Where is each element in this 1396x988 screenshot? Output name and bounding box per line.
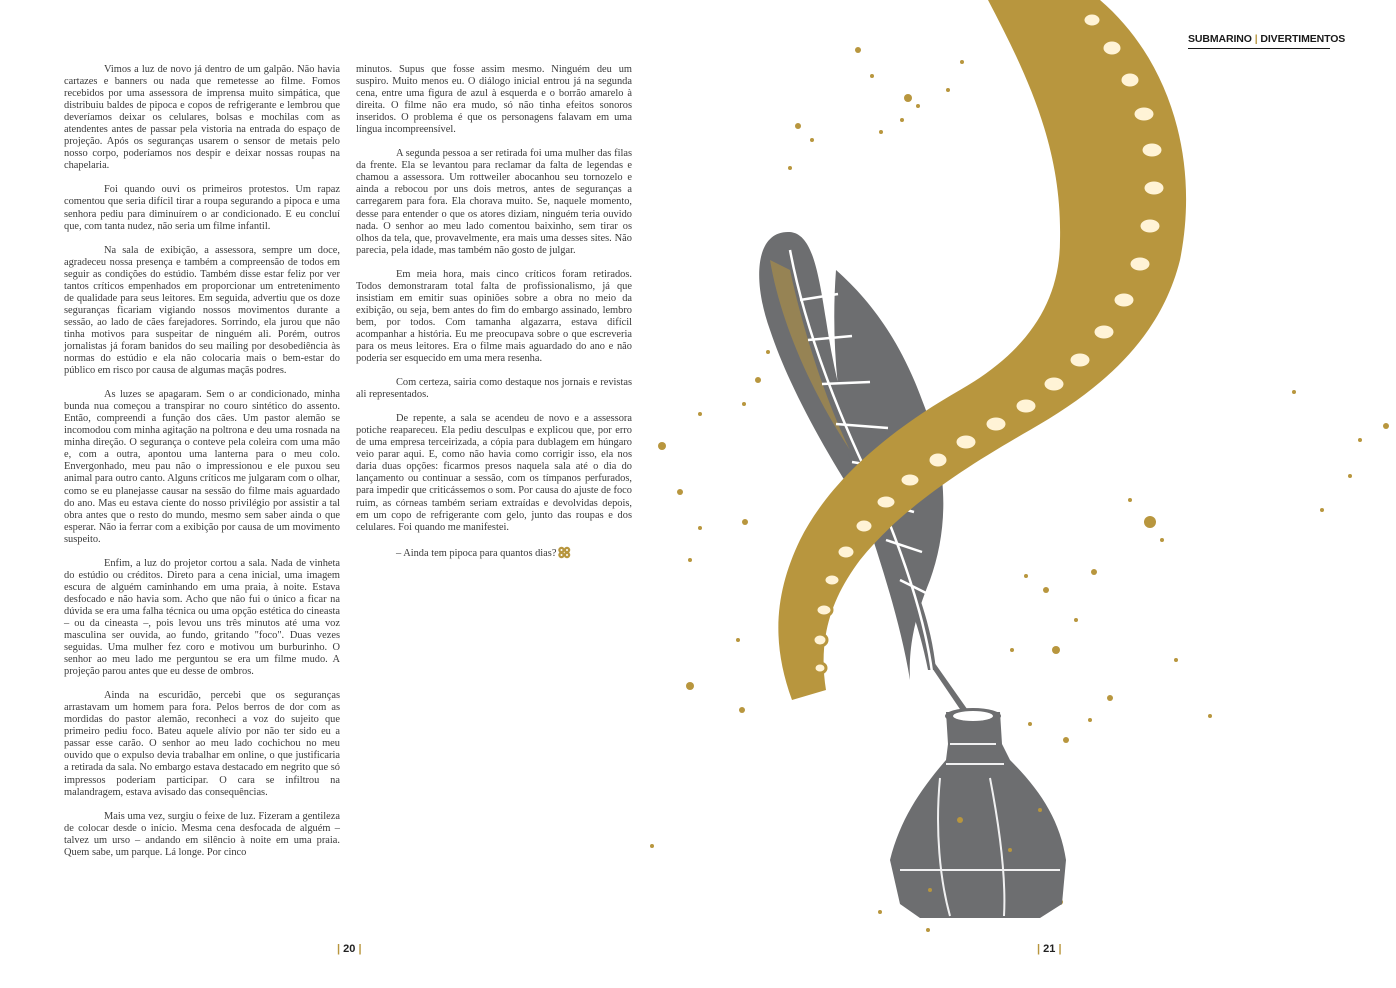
page-number-value: 20 — [343, 943, 356, 955]
paragraph: Com certeza, sairia como destaque nos jornais e revistas ali representados. — [356, 377, 632, 401]
section-separator: | — [1254, 33, 1258, 45]
paragraph: Em meia hora, mais cinco críticos foram retirados. Todos demonstraram total falta de profissionalismo, já que insistiam em emitir suas opiniões sobre a obra no meio da exibição, ou seja, bem antes do fim do embargo assinado, lembro bem, por todos. Com tamanha algazarra, estava difícil acompanhar a história. Eu me preocupava sobre o que escreveria para os meus leitores. Era o filme mais aguardado do ano e não poderia ser esquecido em uma mera resenha. — [356, 268, 632, 365]
article-column-right — [356, 64, 632, 572]
paragraph: Enfim, a luz do projetor cortou a sala. Nada de vinheta do estúdio ou créditos. Direto para a cena inicial, uma imagem escura de alguém caminhando em uma praia, à noite. Estava desfocado e não havia som. Acho que não fui o único a ficar na dúvida se era uma falha técnica ou uma opção estética do cineasta – ou da cineasta –, pois levou uns três minutos até uma voz masculina ser ouvida, ao fundo, gritando "foco". Duas vezes seguidas. Uma mulher fez coro e motivou um burburinho. O senhor ao meu lado me perguntou se era um filme mudo. A projeção parou antes que eu desse de ombros. — [64, 557, 340, 678]
illustration-panel — [640, 0, 1396, 988]
closing-line — [356, 546, 632, 560]
inkwell-illustration-icon — [890, 708, 1066, 918]
paragraph: Mais uma vez, surgiu o feixe de luz. Fizeram a gentileza de colocar desde o início. Mesma cena desfocada de alguém – talvez um urso – andando em silêncio à noite em uma praia. Quem sabe, um parque. Lá longe. Por cinco — [64, 810, 340, 858]
article-column-left — [64, 64, 340, 871]
clover-end-mark-icon — [557, 546, 572, 559]
paragraph: Ainda na escuridão, percebi que os seguranças arrastavam um homem para fora. Pelos berros de dor com as mordidas do pastor alemão, reconheci a voz do sujeito que primeiro pediu foco. Bateu aquele alívio por não ter sido eu a passar esse carão. O senhor ao meu lado cochichou no meu ouvido que o expulso devia trabalhar em online, o que justificaria a retirada da sala. No embargo estava destacado em negrito que só impressos poderiam participar. O cara se infiltrou na malandragem, estava avisado das consequências. — [64, 690, 340, 798]
subsection-name: DIVERTIMENTOS — [1260, 33, 1346, 45]
section-name: SUBMARINO — [1188, 33, 1252, 45]
paragraph: Vimos a luz de novo já dentro de um galpão. Não havia cartazes e banners ou nada que remetesse ao filme. Fomos recebidos por uma assessora de imprensa muito simpática, que distribuiu baldes de pipoca e copos de refrigerante e lembrou que deveríamos deixar os celulares, bolsas e mochilas com as atendentes antes de passar pela vistoria na entrada do espaço de projeção. Após os seguranças usarem o sensor de metais pelo nosso corpo, poderíamos nos despir e deixar nossas roupas na chapelaria. — [64, 64, 340, 172]
paragraph: Foi quando ouvi os primeiros protestos. Um rapaz comentou que seria difícil tirar a roupa segurando a pipoca e uma senhora pediu para diminuírem o ar condicionado. E eu concluí que, com tanta nudez, não seria um filme infantil. — [64, 184, 340, 232]
paragraph: As luzes se apagaram. Sem o ar condicionado, minha bunda nua começou a transpirar no couro sintético do assento. Então, compreendi a função dos cães. Um pastor alemão se incomodou com minha agitação na poltrona e deu uma rosnada na minha direção. O segurança o conteve pela coleira com uma mão e, com a outra, apontou uma lanterna para o meu colo. Envergonhado, meu pau não o impressionou e ele puxou seu animal para outro canto. Alguns críticos me julgaram com o olhar, como se eu planejasse causar na sessão do filme mais aguardado do ano. Mas eu estava ciente do nosso privilégio por assistir a tal obra antes que o resto do mundo, mesmo sem saber ainda o que esperar. Não ia ferrar com a exibição por causa de um movimento suspeito. — [64, 389, 340, 545]
page-number-left: | 20 | — [337, 943, 362, 955]
closing-text: – Ainda tem pipoca para quantos dias? — [396, 547, 557, 559]
page-number-value: 21 — [1043, 943, 1056, 955]
paragraph-continuation: minutos. Supus que fosse assim mesmo. Ninguém deu um suspiro. Muito menos eu. O diálogo inicial entrou já na segunda cena, entre uma figura de azul à esquerda e o borrão amarelo à direita. O filme não era mudo, só não tinha efeitos sonoros inseridos. O problema é que os personagens falavam em uma língua incompreensível. — [356, 64, 632, 136]
paragraph: De repente, a sala se acendeu de novo e a assessora potiche reapareceu. Ela pediu desculpas e explicou que, por erro de uma empresa terceirizada, a cópia para dublagem em húngaro veio parar aqui. E, como não havia como corrigir isso, ela nos daria duas opções: ficarmos presos naquela sala até o dia do lançamento ou continuar a sessão, com os tímpanos perfurados, para impedir que criticássemos o som. Por causa do ajuste de foco ruim, as córneas também seriam extraídas e devolvidas depois, em um copo de refrigerante com gelo, junto das roupas e dos celulares. Foi quando me manifestei. — [356, 413, 632, 533]
paragraph: A segunda pessoa a ser retirada foi uma mulher das filas da frente. Ela se levantou para reclamar da falta de legendas e chamou a assessora. Um rottweiler abocanhou seu tornozelo e ainda a rebocou por uns dois metros, antes de seguranças a carregarem para fora. Ela chorava muito. Se, naquele momento, desse para entender o que os atores diziam, ninguém teria ouvido nada. O senhor ao meu lado comentou baixinho, sem tirar os olhos da tela, que, provavelmente, era mais uma desses sites. Não parecia, pela idade, mas também não gosto de julgar. — [356, 148, 632, 256]
page-number-right: | 21 | — [1037, 943, 1062, 955]
paragraph: Na sala de exibição, a assessora, sempre um doce, agradeceu nossa presença e também a compreensão de todos em seguir as condições do estúdio. Também disse estar feliz por ver tantos críticos empenhados em proporcionar um entretenimento de qualidade para seus leitores. Em seguida, advertiu que os doze seguranças ficariam vigiando nossos movimentos durante a sessão, ao lado de cães farejadores. Sorrindo, ela jurou que não tinha motivos para suspeitar de ninguém ali. Porém, outros jornalistas já foram banidos do seu mailing por desobediência às normas do estúdio e ela não colocaria mais o bem-estar do público em risco por causa de algumas maçãs podres. — [64, 244, 340, 377]
